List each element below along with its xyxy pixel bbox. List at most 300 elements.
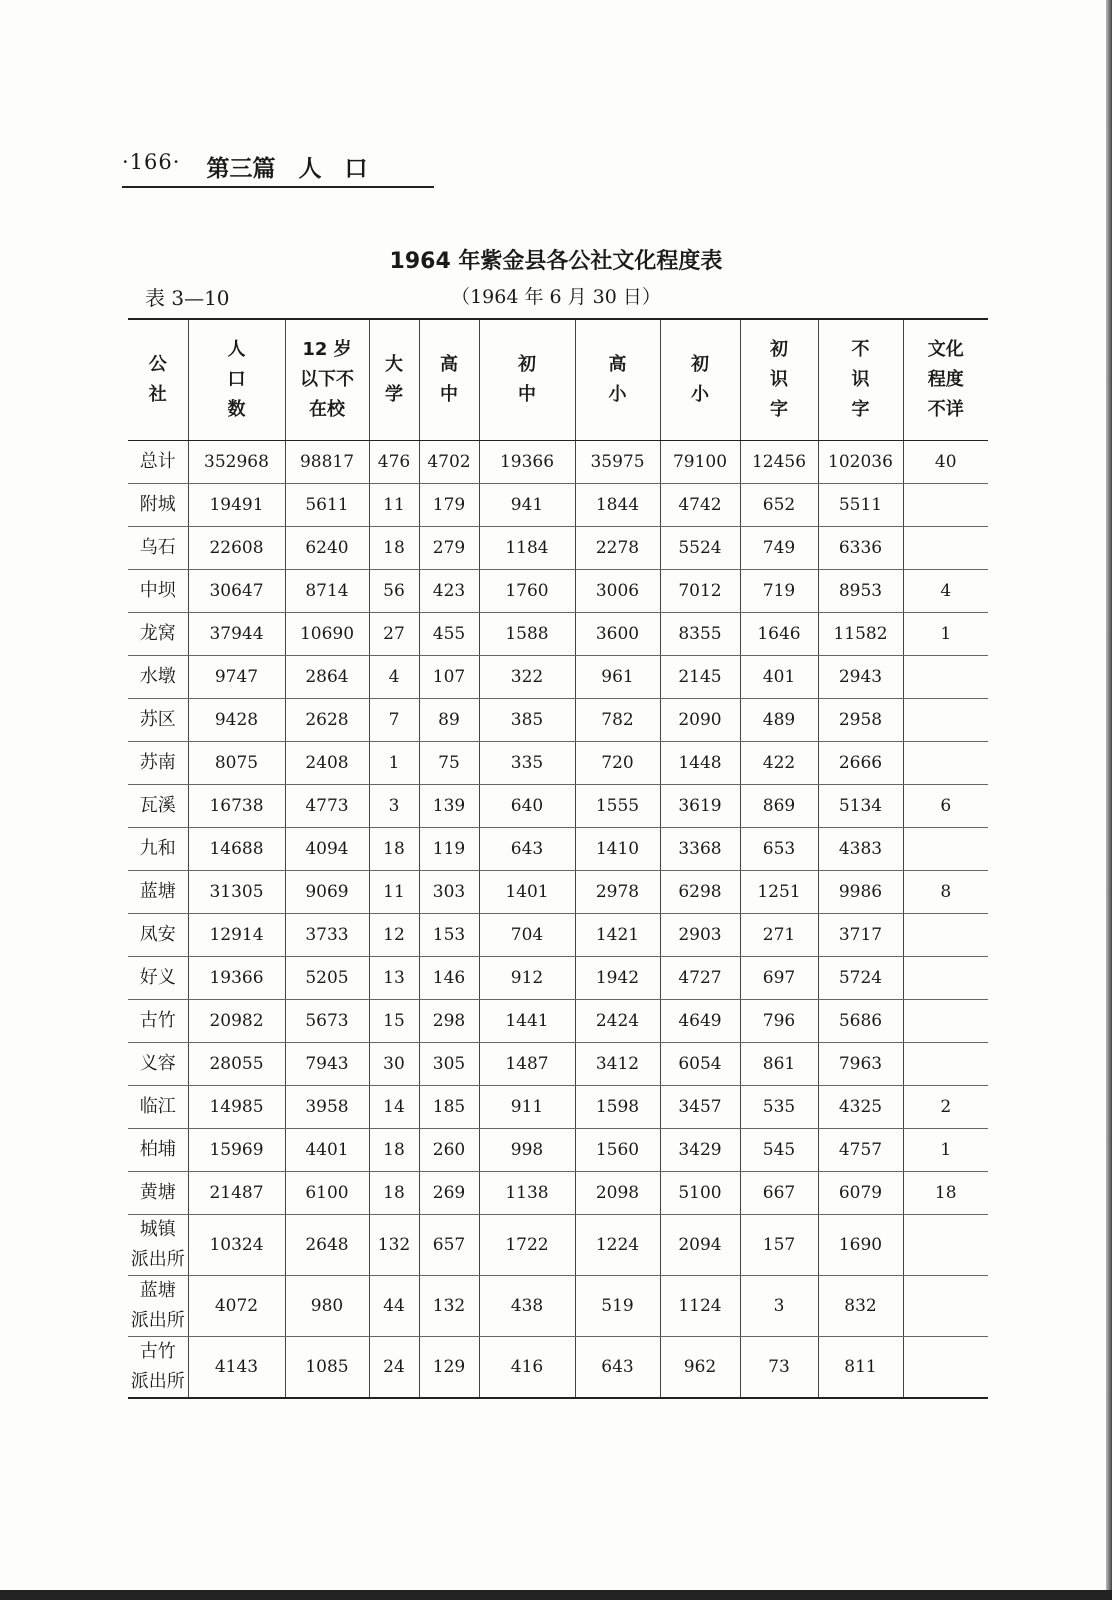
value-cell: 132 (369, 1215, 419, 1276)
value-cell: 2628 (285, 699, 369, 742)
value-cell: 8714 (285, 570, 369, 613)
value-cell: 422 (740, 742, 818, 785)
value-cell: 749 (740, 527, 818, 570)
value-cell: 2098 (575, 1172, 660, 1215)
value-cell: 869 (740, 785, 818, 828)
value-cell: 89 (419, 699, 479, 742)
value-cell: 5134 (818, 785, 903, 828)
value-cell (903, 828, 988, 871)
column-header-line: 口 (227, 369, 246, 390)
commune-name: 总计 (139, 451, 176, 472)
value-cell: 20982 (188, 1000, 285, 1043)
value-cell: 5205 (285, 957, 369, 1000)
value-cell: 3958 (285, 1086, 369, 1129)
value-cell: 455 (419, 613, 479, 656)
commune-name-cell (128, 441, 188, 484)
value-cell: 75 (419, 742, 479, 785)
value-cell: 11 (369, 484, 419, 527)
value-cell: 4 (369, 656, 419, 699)
value-cell: 7 (369, 699, 419, 742)
column-header (818, 319, 903, 441)
value-cell: 1487 (479, 1043, 575, 1086)
commune-name: 龙窝 (139, 623, 176, 644)
table-row (128, 441, 988, 484)
table-row (128, 1086, 988, 1129)
value-cell: 305 (419, 1043, 479, 1086)
chapter-title: 第三篇 人 口 (206, 156, 368, 182)
column-header-line: 中 (518, 384, 536, 405)
value-cell: 719 (740, 570, 818, 613)
value-cell: 12 (369, 914, 419, 957)
commune-name: 中坝 (139, 580, 176, 601)
value-cell: 1401 (479, 871, 575, 914)
commune-name: 凤安 (139, 924, 176, 945)
commune-name: 派出所 (130, 1249, 185, 1270)
running-header (122, 150, 434, 188)
value-cell: 260 (419, 1129, 479, 1172)
value-cell: 720 (575, 742, 660, 785)
value-cell: 2864 (285, 656, 369, 699)
commune-name: 蓝塘 (139, 1280, 176, 1301)
value-cell: 1410 (575, 828, 660, 871)
commune-name-cell (128, 1337, 188, 1399)
value-cell: 5511 (818, 484, 903, 527)
value-cell: 4727 (660, 957, 740, 1000)
value-cell: 5100 (660, 1172, 740, 1215)
value-cell: 2090 (660, 699, 740, 742)
value-cell: 652 (740, 484, 818, 527)
commune-name-cell (128, 1086, 188, 1129)
value-cell: 24 (369, 1337, 419, 1399)
value-cell: 697 (740, 957, 818, 1000)
commune-name: 义容 (139, 1053, 176, 1074)
value-cell: 811 (818, 1337, 903, 1399)
commune-name-cell (128, 1129, 188, 1172)
value-cell: 4702 (419, 441, 479, 484)
value-cell: 6100 (285, 1172, 369, 1215)
value-cell: 416 (479, 1337, 575, 1399)
value-cell: 18 (369, 1172, 419, 1215)
commune-name: 附城 (139, 494, 176, 515)
column-header (660, 319, 740, 441)
value-cell: 640 (479, 785, 575, 828)
value-cell: 1598 (575, 1086, 660, 1129)
value-cell: 1844 (575, 484, 660, 527)
value-cell: 1942 (575, 957, 660, 1000)
column-header-line: 字 (851, 399, 870, 420)
table-row (128, 1129, 988, 1172)
column-header-line: 初 (691, 354, 709, 375)
column-header-line: 大 (385, 354, 403, 375)
value-cell: 6079 (818, 1172, 903, 1215)
commune-name: 古竹 (139, 1341, 176, 1362)
value-cell: 6298 (660, 871, 740, 914)
value-cell: 4742 (660, 484, 740, 527)
value-cell: 18 (369, 1129, 419, 1172)
value-cell: 8355 (660, 613, 740, 656)
value-cell: 98817 (285, 441, 369, 484)
value-cell: 6336 (818, 527, 903, 570)
commune-name: 瓦溪 (139, 795, 176, 816)
value-cell: 7012 (660, 570, 740, 613)
commune-name-cell (128, 957, 188, 1000)
value-cell: 9747 (188, 656, 285, 699)
value-cell: 7943 (285, 1043, 369, 1086)
table-row (128, 656, 988, 699)
column-header-line: 初 (518, 354, 536, 375)
value-cell: 1138 (479, 1172, 575, 1215)
value-cell: 14688 (188, 828, 285, 871)
commune-name: 派出所 (130, 1310, 185, 1331)
value-cell: 10324 (188, 1215, 285, 1276)
value-cell: 7963 (818, 1043, 903, 1086)
value-cell: 8 (903, 871, 988, 914)
commune-name-cell (128, 1000, 188, 1043)
column-header-line: 公 (148, 354, 167, 375)
value-cell: 21487 (188, 1172, 285, 1215)
value-cell: 2903 (660, 914, 740, 957)
table-row (128, 1043, 988, 1086)
value-cell: 5724 (818, 957, 903, 1000)
column-header-line: 高 (440, 354, 458, 375)
value-cell: 132 (419, 1276, 479, 1337)
commune-name-cell (128, 699, 188, 742)
column-header-line: 识 (851, 369, 870, 390)
value-cell: 643 (575, 1337, 660, 1399)
value-cell: 27 (369, 613, 419, 656)
value-cell: 912 (479, 957, 575, 1000)
commune-name-cell (128, 1172, 188, 1215)
value-cell: 37944 (188, 613, 285, 656)
commune-name: 苏南 (139, 752, 176, 773)
value-cell: 15969 (188, 1129, 285, 1172)
commune-name-cell (128, 871, 188, 914)
column-header-line: 小 (691, 384, 709, 405)
value-cell: 4143 (188, 1337, 285, 1399)
column-header (740, 319, 818, 441)
table-row (128, 957, 988, 1000)
commune-name-cell (128, 785, 188, 828)
table-number: 表 3—10 (145, 286, 230, 310)
value-cell: 6240 (285, 527, 369, 570)
commune-name-cell (128, 1215, 188, 1276)
column-header (369, 319, 419, 441)
value-cell: 1760 (479, 570, 575, 613)
commune-name: 好义 (139, 967, 176, 988)
column-header-line: 以下不 (300, 369, 354, 390)
value-cell (903, 1000, 988, 1043)
value-cell: 3006 (575, 570, 660, 613)
commune-name: 柏埔 (139, 1139, 176, 1160)
value-cell (903, 484, 988, 527)
commune-name-cell (128, 742, 188, 785)
column-header-line: 识 (770, 369, 788, 390)
value-cell: 3368 (660, 828, 740, 871)
value-cell: 961 (575, 656, 660, 699)
value-cell: 15 (369, 1000, 419, 1043)
commune-name-cell (128, 613, 188, 656)
value-cell: 179 (419, 484, 479, 527)
value-cell: 667 (740, 1172, 818, 1215)
value-cell: 4072 (188, 1276, 285, 1337)
value-cell: 9069 (285, 871, 369, 914)
table-row (128, 1276, 988, 1337)
value-cell: 4401 (285, 1129, 369, 1172)
table-row (128, 484, 988, 527)
value-cell: 279 (419, 527, 479, 570)
header-row (128, 319, 988, 441)
table-row (128, 742, 988, 785)
value-cell (903, 527, 988, 570)
value-cell (903, 699, 988, 742)
column-header-line: 不详 (927, 399, 964, 420)
value-cell: 401 (740, 656, 818, 699)
value-cell: 3717 (818, 914, 903, 957)
commune-name-cell (128, 828, 188, 871)
value-cell: 1560 (575, 1129, 660, 1172)
value-cell: 1 (903, 1129, 988, 1172)
commune-name: 临江 (139, 1096, 176, 1117)
value-cell: 40 (903, 441, 988, 484)
value-cell: 2278 (575, 527, 660, 570)
value-cell: 911 (479, 1086, 575, 1129)
value-cell: 269 (419, 1172, 479, 1215)
commune-name: 城镇 (139, 1219, 176, 1240)
value-cell: 1646 (740, 613, 818, 656)
value-cell: 1448 (660, 742, 740, 785)
column-header-line: 数 (227, 399, 246, 420)
value-cell: 423 (419, 570, 479, 613)
column-header-line: 程度 (927, 369, 964, 390)
value-cell: 14 (369, 1086, 419, 1129)
value-cell: 6054 (660, 1043, 740, 1086)
value-cell: 19366 (479, 441, 575, 484)
value-cell: 3412 (575, 1043, 660, 1086)
table-row (128, 828, 988, 871)
column-header (419, 319, 479, 441)
value-cell: 9986 (818, 871, 903, 914)
value-cell: 1441 (479, 1000, 575, 1043)
value-cell: 385 (479, 699, 575, 742)
value-cell: 980 (285, 1276, 369, 1337)
value-cell (903, 914, 988, 957)
value-cell: 489 (740, 699, 818, 742)
commune-name: 古竹 (139, 1010, 176, 1031)
value-cell: 1085 (285, 1337, 369, 1399)
value-cell (903, 742, 988, 785)
value-cell: 6 (903, 785, 988, 828)
page-bottom-edge (0, 1590, 1112, 1600)
commune-name-cell (128, 914, 188, 957)
column-header (903, 319, 988, 441)
value-cell: 3 (740, 1276, 818, 1337)
value-cell: 10690 (285, 613, 369, 656)
commune-name-cell (128, 484, 188, 527)
table-header (128, 319, 988, 441)
table-row (128, 613, 988, 656)
table-row (128, 1215, 988, 1276)
column-header-line: 文化 (927, 339, 964, 360)
commune-name: 乌石 (139, 537, 176, 558)
value-cell: 12914 (188, 914, 285, 957)
value-cell: 519 (575, 1276, 660, 1337)
value-cell: 22608 (188, 527, 285, 570)
value-cell (903, 957, 988, 1000)
education-table (128, 318, 988, 1399)
value-cell: 3600 (575, 613, 660, 656)
value-cell: 19366 (188, 957, 285, 1000)
value-cell: 4649 (660, 1000, 740, 1043)
column-header-line: 初 (770, 339, 788, 360)
page-number: ·166· (122, 150, 181, 174)
value-cell: 30 (369, 1043, 419, 1086)
value-cell: 653 (740, 828, 818, 871)
column-header-line: 人 (227, 339, 246, 360)
value-cell: 79100 (660, 441, 740, 484)
table-title: 1964 年紫金县各公社文化程度表 (389, 249, 723, 274)
value-cell: 4325 (818, 1086, 903, 1129)
value-cell: 4 (903, 570, 988, 613)
column-header-line: 学 (385, 384, 403, 405)
value-cell: 545 (740, 1129, 818, 1172)
value-cell: 8953 (818, 570, 903, 613)
value-cell: 153 (419, 914, 479, 957)
value-cell: 8075 (188, 742, 285, 785)
value-cell: 2145 (660, 656, 740, 699)
value-cell: 2408 (285, 742, 369, 785)
value-cell: 657 (419, 1215, 479, 1276)
value-cell: 2958 (818, 699, 903, 742)
value-cell: 4094 (285, 828, 369, 871)
value-cell: 18 (903, 1172, 988, 1215)
value-cell: 13 (369, 957, 419, 1000)
value-cell: 3429 (660, 1129, 740, 1172)
value-cell: 1722 (479, 1215, 575, 1276)
value-cell: 5686 (818, 1000, 903, 1043)
value-cell: 1224 (575, 1215, 660, 1276)
value-cell: 1251 (740, 871, 818, 914)
value-cell: 185 (419, 1086, 479, 1129)
value-cell: 30647 (188, 570, 285, 613)
value-cell: 19491 (188, 484, 285, 527)
value-cell: 1 (369, 742, 419, 785)
value-cell: 107 (419, 656, 479, 699)
value-cell: 832 (818, 1276, 903, 1337)
commune-name-cell (128, 1043, 188, 1086)
value-cell: 2094 (660, 1215, 740, 1276)
value-cell: 1124 (660, 1276, 740, 1337)
column-header (479, 319, 575, 441)
value-cell: 643 (479, 828, 575, 871)
value-cell: 704 (479, 914, 575, 957)
value-cell: 18 (369, 828, 419, 871)
value-cell: 102036 (818, 441, 903, 484)
value-cell: 796 (740, 1000, 818, 1043)
value-cell: 44 (369, 1276, 419, 1337)
column-header-line: 12 岁 (302, 339, 352, 360)
column-header (285, 319, 369, 441)
value-cell: 18 (369, 527, 419, 570)
value-cell: 476 (369, 441, 419, 484)
table-row (128, 914, 988, 957)
table-date: （1964 年 6 月 30 日） (451, 286, 661, 308)
commune-name-cell (128, 656, 188, 699)
table-row (128, 1172, 988, 1215)
value-cell: 535 (740, 1086, 818, 1129)
page-edge-shadow (1106, 0, 1112, 1600)
column-header-line: 中 (440, 384, 458, 405)
commune-name: 蓝塘 (139, 881, 176, 902)
commune-name: 水墩 (139, 666, 176, 687)
value-cell: 129 (419, 1337, 479, 1399)
commune-name-cell (128, 570, 188, 613)
value-cell: 298 (419, 1000, 479, 1043)
value-cell: 11 (369, 871, 419, 914)
value-cell: 157 (740, 1215, 818, 1276)
table-row (128, 1337, 988, 1399)
commune-name-cell (128, 527, 188, 570)
value-cell (903, 1276, 988, 1337)
value-cell: 2943 (818, 656, 903, 699)
value-cell: 941 (479, 484, 575, 527)
value-cell: 335 (479, 742, 575, 785)
value-cell: 11582 (818, 613, 903, 656)
value-cell: 2978 (575, 871, 660, 914)
commune-name: 苏区 (139, 709, 176, 730)
value-cell: 4773 (285, 785, 369, 828)
value-cell: 4757 (818, 1129, 903, 1172)
commune-name: 黄塘 (139, 1182, 176, 1203)
value-cell: 56 (369, 570, 419, 613)
value-cell: 271 (740, 914, 818, 957)
column-header-line: 小 (608, 384, 627, 405)
column-header (188, 319, 285, 441)
value-cell: 2424 (575, 1000, 660, 1043)
value-cell: 35975 (575, 441, 660, 484)
column-header-line: 在校 (309, 399, 345, 420)
column-header-line: 高 (608, 354, 627, 375)
value-cell: 3733 (285, 914, 369, 957)
value-cell: 119 (419, 828, 479, 871)
column-header-line: 字 (770, 399, 788, 420)
value-cell: 146 (419, 957, 479, 1000)
value-cell: 5673 (285, 1000, 369, 1043)
value-cell: 2648 (285, 1215, 369, 1276)
value-cell: 962 (660, 1337, 740, 1399)
value-cell: 2 (903, 1086, 988, 1129)
table-row (128, 570, 988, 613)
column-header-line: 不 (851, 339, 870, 360)
value-cell: 4383 (818, 828, 903, 871)
value-cell: 1690 (818, 1215, 903, 1276)
table-row (128, 1000, 988, 1043)
value-cell: 5611 (285, 484, 369, 527)
value-cell: 139 (419, 785, 479, 828)
value-cell: 438 (479, 1276, 575, 1337)
value-cell: 861 (740, 1043, 818, 1086)
value-cell: 14985 (188, 1086, 285, 1129)
value-cell: 303 (419, 871, 479, 914)
value-cell: 1588 (479, 613, 575, 656)
value-cell: 3619 (660, 785, 740, 828)
table-row (128, 871, 988, 914)
table-row (128, 527, 988, 570)
commune-name-cell (128, 1276, 188, 1337)
value-cell: 16738 (188, 785, 285, 828)
column-header (575, 319, 660, 441)
value-cell: 5524 (660, 527, 740, 570)
value-cell: 12456 (740, 441, 818, 484)
